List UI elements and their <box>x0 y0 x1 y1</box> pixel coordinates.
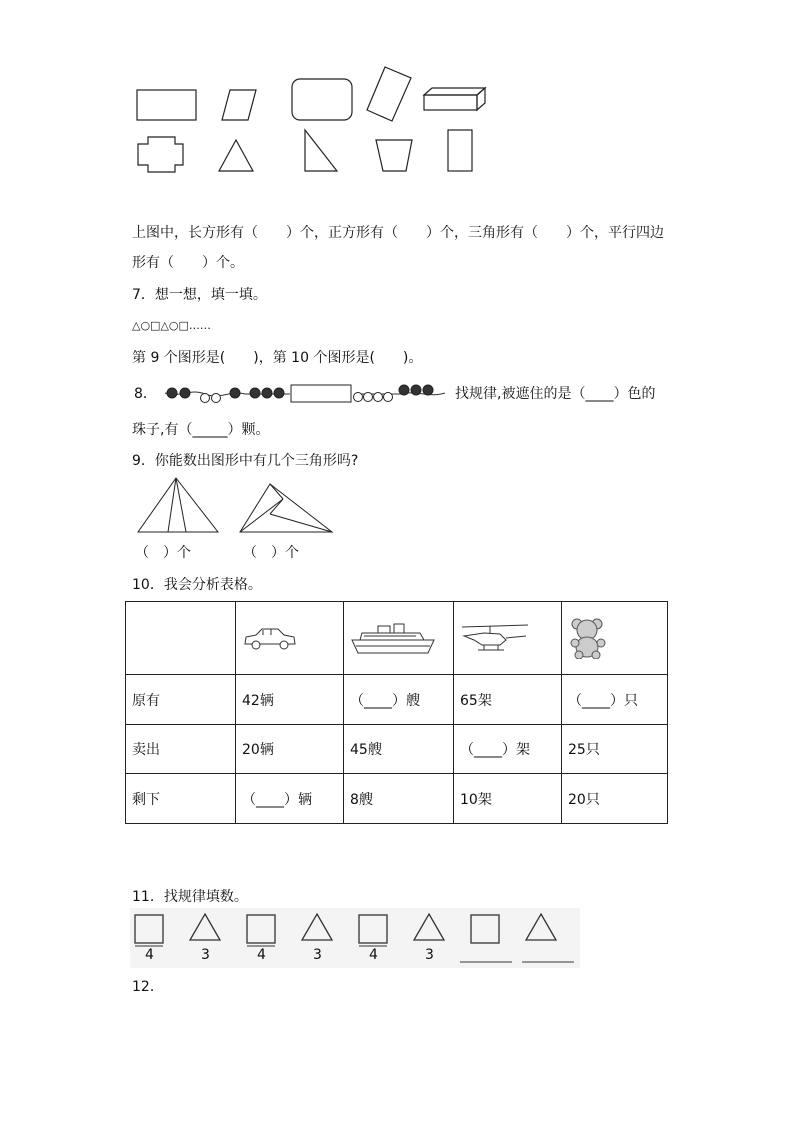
table-cell[interactable]: （____）艘 <box>344 675 454 725</box>
q7-question: 第 9 个图形是( )，第 10 个图形是( )。 <box>132 350 423 366</box>
table-cell: 8艘 <box>344 774 454 824</box>
q10-title: 10．我会分析表格。 <box>132 577 262 593</box>
ship-cell <box>344 602 454 675</box>
table-cell: 65架 <box>454 675 562 725</box>
q8-number: 8． <box>134 386 157 402</box>
rounded-square-shape <box>292 79 352 120</box>
trapezoid-shape <box>376 140 412 171</box>
right-triangle-shape <box>305 130 337 171</box>
shapes-figure <box>130 62 500 182</box>
teddy-bear-icon <box>568 617 608 659</box>
number-pattern-figure <box>130 908 580 968</box>
q9-answer2: （ ）个 <box>243 545 299 561</box>
q8-text2: 珠子,有（_____）颗。 <box>132 422 270 438</box>
analysis-table <box>125 601 668 824</box>
pattern-number: 4 <box>369 947 378 963</box>
bead-string-figure <box>160 376 450 410</box>
row-label: 剩下 <box>126 774 236 824</box>
cuboid-shape <box>424 88 485 110</box>
table-cell: 45艘 <box>344 725 454 774</box>
table-row <box>126 725 668 774</box>
triangle-count-figure-2 <box>235 481 335 537</box>
q6-line2: 形有（ ）个。 <box>132 255 244 271</box>
row-label: 原有 <box>126 675 236 725</box>
table-corner-cell <box>126 602 236 675</box>
helicopter-icon <box>460 622 530 654</box>
pattern-number: 4 <box>145 947 154 963</box>
tall-rectangle-shape <box>448 130 472 171</box>
pattern-number: 4 <box>257 947 266 963</box>
table-cell: 10架 <box>454 774 562 824</box>
ship-icon <box>350 620 436 656</box>
car-cell <box>236 602 344 675</box>
q8-text1: 找规律,被遮住的是（____）色的 <box>455 386 656 402</box>
covered-box <box>291 385 351 402</box>
triangle-shape <box>219 140 253 171</box>
table-header-row <box>126 602 668 675</box>
q11-title: 11．找规律填数。 <box>132 889 248 905</box>
table-cell[interactable]: （____）只 <box>562 675 668 725</box>
q6-line1: 上图中，长方形有（ ）个，正方形有（ ）个，三角形有（ ）个，平行四边 <box>132 225 664 241</box>
teddy-bear-cell <box>562 602 668 675</box>
cross-shape <box>138 137 183 172</box>
q7-title: 7．想一想，填一填。 <box>132 287 267 303</box>
table-row <box>126 774 668 824</box>
row-label: 卖出 <box>126 725 236 774</box>
q9-answer1: （ ）个 <box>135 545 191 561</box>
car-icon <box>242 624 298 652</box>
table-cell: 25只 <box>562 725 668 774</box>
table-cell: 20只 <box>562 774 668 824</box>
rectangle-shape <box>137 90 196 120</box>
q7-sequence: △○□△○□…… <box>132 319 211 332</box>
table-cell: 42辆 <box>236 675 344 725</box>
q9-title: 9．你能数出图形中有几个三角形吗? <box>132 453 359 469</box>
tilted-rectangle-shape <box>367 67 411 121</box>
q12-title: 12． <box>132 979 164 995</box>
pattern-number: 3 <box>201 947 210 963</box>
parallelogram-shape <box>222 90 256 120</box>
table-cell[interactable]: （____）架 <box>454 725 562 774</box>
table-row <box>126 675 668 725</box>
pattern-number: 3 <box>425 947 434 963</box>
helicopter-cell <box>454 602 562 675</box>
table-cell: 20辆 <box>236 725 344 774</box>
pattern-number: 3 <box>313 947 322 963</box>
triangle-count-figure-1 <box>132 476 222 536</box>
table-cell[interactable]: （____）辆 <box>236 774 344 824</box>
